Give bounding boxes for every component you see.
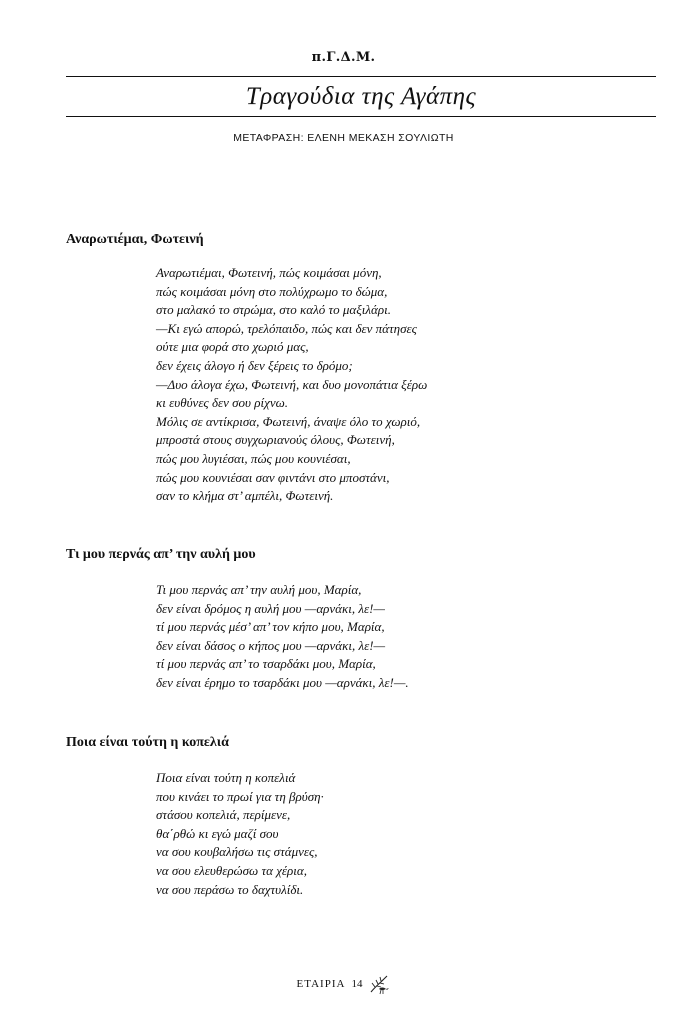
poem-line: μπροστά στους συγχωριανούς όλους, Φωτεινή,: [156, 432, 395, 448]
poem-line: δεν είναι έρημο το τσαρδάκι μου —αρνάκι, λε!—.: [156, 674, 409, 690]
poem-line: να σου ελευθερώσω τα χέρια,: [156, 862, 307, 878]
poem-line: στάσου κοπελιά, περίμενε,: [156, 807, 291, 823]
poem-title: Αναρωτιέμαι, Φωτεινή: [66, 232, 204, 247]
poem-line: να σου περάσω το δαχτυλίδι.: [156, 881, 304, 897]
poem-line: θα΄ρθώ κι εγώ μαζί σου: [156, 825, 279, 841]
poem-line: σαν το κλήμα στ’ αμπέλι, Φωτεινή.: [156, 488, 334, 504]
poem-body: [156, 581, 409, 693]
poem-line: πώς μου κουνιέσαι σαν φιντάνι στο μποστάνι,: [156, 469, 390, 485]
footer-publication: ΕΤΑΙΡΙΑ: [296, 978, 346, 990]
poem-line: στο μαλακό το στρώμα, στο καλό το μαξιλάρι.: [156, 302, 391, 318]
poem-line: τί μου περνάς απ’ το τσαρδάκι μου, Μαρία,: [156, 656, 376, 672]
title-rule-top: [66, 76, 656, 77]
poem-line: δεν είναι δάσος ο κήπος μου —αρνάκι, λε!—: [156, 637, 386, 653]
poem-title: Ποια είναι τούτη η κοπελιά: [66, 735, 229, 750]
poem-line: τί μου περνάς μέσ’ απ’ τον κήπο μου, Μαρία,: [156, 619, 385, 635]
country-heading: π.Γ.Δ.Μ.: [311, 50, 376, 65]
poem-line: Ποια είναι τούτη η κοπελιά: [156, 770, 296, 785]
page-number: 14: [351, 978, 363, 990]
poem-line: Μόλις σε αντίκρισα, Φωτεινή, άναψε όλο το χωριό,: [156, 413, 421, 429]
poem-line: Τι μου περνάς απ’ την αυλή μου, Μαρία,: [156, 582, 362, 597]
poem-line: ούτε μια φορά στο χωριό μας,: [156, 339, 309, 355]
poem-title: Τι μου περνάς απ’ την αυλή μου: [66, 547, 256, 562]
poem-line: δεν έχεις άλογο ή δεν ξέρεις το δρόμο;: [156, 357, 353, 373]
poem-line: Αναρωτιέμαι, Φωτεινή, πώς κοιμάσαι μόνη,: [156, 265, 382, 280]
bird-branch-logo-icon: [368, 972, 390, 996]
poem-line: —Δυο άλογα έχω, Φωτεινή, και δυο μονοπάτια ξέρω: [156, 376, 428, 392]
poem-line: δεν είναι δρόμος η αυλή μου —αρνάκι, λε!—: [156, 600, 385, 616]
title-rule-bottom: [66, 116, 656, 117]
page-footer: [0, 972, 687, 996]
poem-line: κι ευθύνες δεν σου ρίχνω.: [156, 395, 289, 411]
poem-line: —Κι εγώ απορώ, τρελόπαιδο, πώς και δεν πάτησες: [156, 320, 417, 336]
translation-credit: ΜΕΤΑΦΡΑΣΗ: ΕΛΕΝΗ ΜΕΚΑΣΗ ΣΟΥΛΙΩΤΗ: [233, 132, 454, 144]
poem-line: να σου κουβαλήσω τις στάμνες,: [156, 844, 318, 860]
poem-line: πώς κοιμάσαι μόνη στο πολύχρωμο το δώμα,: [156, 283, 388, 299]
poem-line: πώς μου λυγιέσαι, πώς μου κουνιέσαι,: [156, 450, 351, 466]
poem-line: που κινάει το πρωί για τη βρύση·: [156, 788, 324, 804]
poem-body: [156, 264, 427, 506]
poem-body: [156, 769, 324, 899]
page-title: Τραγούδια της Αγάπης: [245, 83, 477, 110]
